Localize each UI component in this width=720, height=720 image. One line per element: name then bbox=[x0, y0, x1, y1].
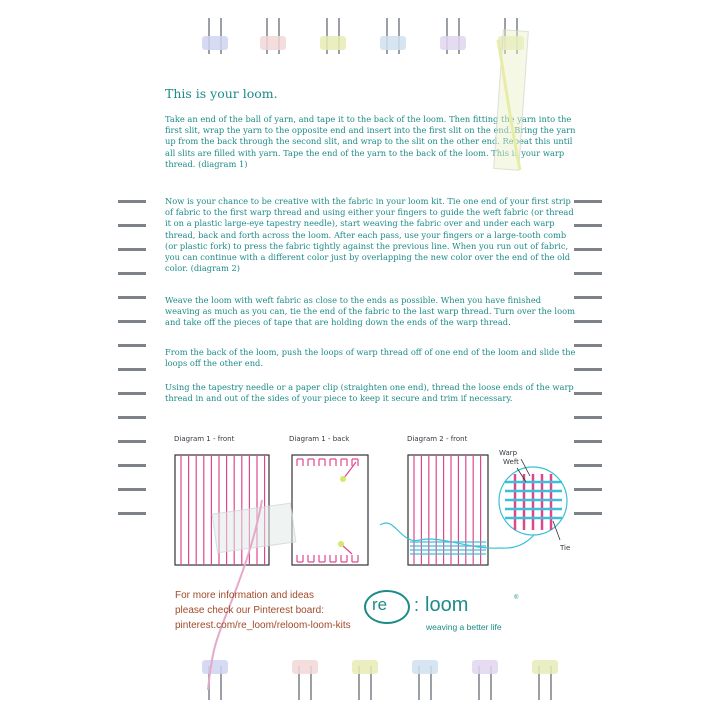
diagram-2-front-label: Diagram 2 - front bbox=[407, 435, 468, 443]
logo-loom-text: loom bbox=[425, 594, 469, 616]
instruction-paragraph-3: Weave the loom with weft fabric as close to the ends as possible. When you have finished weaving as much as you can, tie the end of the fabric to the last warp thread. Turn over the loom and take off the pieces of tape that are holding down the ends of the warp thread. bbox=[165, 295, 575, 328]
footer-line-2: please check our Pinterest board: bbox=[175, 605, 324, 616]
footer-line-1: For more information and ideas bbox=[175, 590, 314, 601]
weft-callout: Weft bbox=[503, 458, 519, 466]
instruction-paragraph-5: Using the tapestry needle or a paper clip (straighten one end), thread the loose ends of the warp thread in and out of the sides of your piece to keep it secure and trim if necessary. bbox=[165, 382, 574, 404]
warp-callout: Warp bbox=[499, 449, 518, 457]
diagram-1-front-label: Diagram 1 - front bbox=[174, 435, 235, 443]
tie-callout: Tie bbox=[560, 544, 571, 552]
instruction-paragraph-1: Take an end of the ball of yarn, and tape it to the back of the loom. Then fitting the yarn into the first slit, wrap the yarn to the opposite end and insert into the first slit on the end. Bring the yarn up from the back through the second slit, and wrap to the slit on the other end. Repeat this until all slits are filled with yarn. Tape the end of the yarn to the back of the loom. This is your warp thread. (diagram 1) bbox=[165, 114, 576, 169]
instruction-paragraph-4: From the back of the loom, push the loops of warp thread off of one end of the loom and slide the loops off the other end. bbox=[165, 347, 576, 369]
tagline: weaving a better life bbox=[426, 622, 502, 632]
page-title: This is your loom. bbox=[165, 86, 278, 101]
pinterest-link[interactable]: pinterest.com/re_loom/reloom-loom-kits bbox=[175, 620, 351, 631]
logo-colon: : bbox=[414, 595, 420, 615]
diagram-1-back-label: Diagram 1 - back bbox=[289, 435, 350, 443]
logo-re-text: re bbox=[372, 595, 388, 614]
registered-mark: ® bbox=[514, 595, 519, 601]
instruction-paragraph-2: Now is your chance to be creative with the fabric in your loom kit. Tie one end of your first strip of fabric to the first warp thread and using either your fingers to guide the weft fabric (or thread it on a plastic large-eye tapestry needle), start weaving the fabric over and under each warp thread, back and forth across the loom. After each pass, use your fingers or a large-tooth comb (or plastic fork) to press the fabric tightly against the previous line. When you run out of fabric, you can continue with a different color just by overlapping the new color over the end of the old color. (diagram 2) bbox=[165, 196, 574, 274]
